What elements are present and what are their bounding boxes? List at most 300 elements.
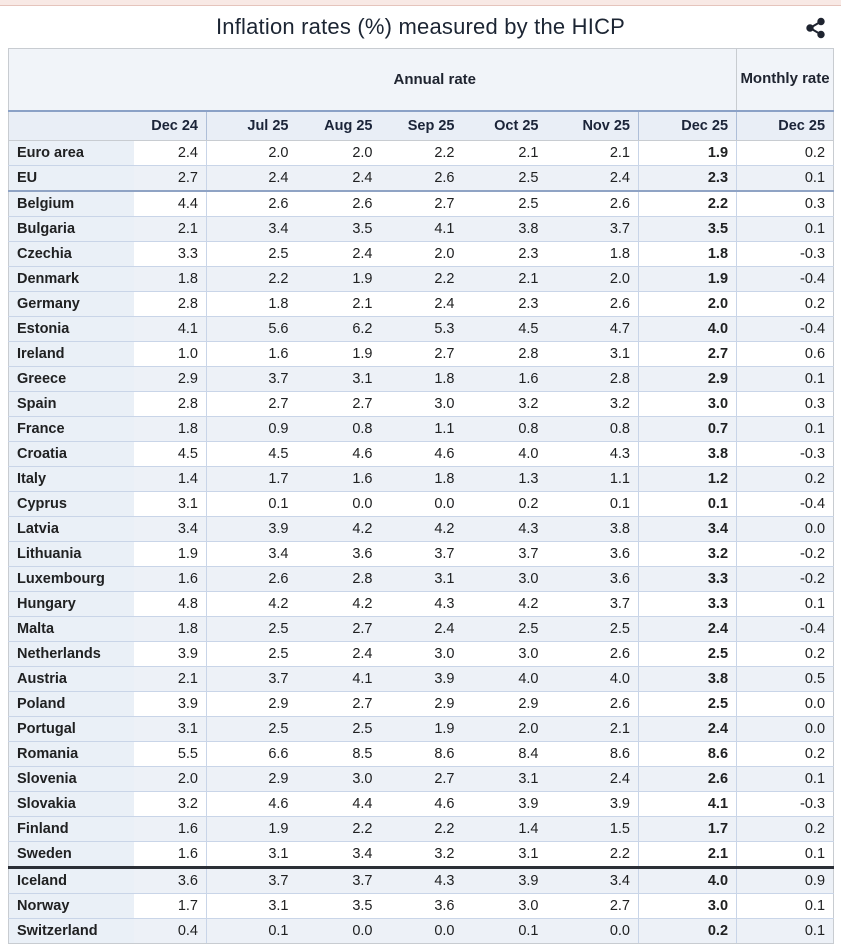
table-row <box>9 817 834 842</box>
annual-value: 2.0 <box>207 141 297 166</box>
annual-value: 3.4 <box>297 842 381 868</box>
row-label: Lithuania <box>9 542 134 567</box>
annual-value: 1.9 <box>381 717 463 742</box>
annual-value: 3.6 <box>134 868 207 894</box>
monthly-value: 0.0 <box>737 517 834 542</box>
column-header-monthly-dec-25: Dec 25 <box>737 111 834 141</box>
monthly-value: 0.9 <box>737 868 834 894</box>
monthly-value: 0.3 <box>737 392 834 417</box>
annual-value: 2.2 <box>639 191 737 217</box>
annual-value: 2.0 <box>134 767 207 792</box>
annual-value: 0.8 <box>547 417 639 442</box>
monthly-value: 0.1 <box>737 166 834 192</box>
month-header-row <box>9 111 834 141</box>
annual-value: 2.6 <box>207 567 297 592</box>
monthly-value: -0.3 <box>737 792 834 817</box>
annual-value: 4.2 <box>207 592 297 617</box>
annual-value: 6.2 <box>297 317 381 342</box>
column-header-dec-25: Dec 25 <box>639 111 737 141</box>
annual-value: 0.1 <box>207 919 297 944</box>
annual-value: 1.8 <box>381 467 463 492</box>
annual-value: 2.7 <box>297 392 381 417</box>
table-row <box>9 292 834 317</box>
annual-value: 2.5 <box>639 692 737 717</box>
table-row <box>9 642 834 667</box>
monthly-value: -0.4 <box>737 317 834 342</box>
monthly-value: 0.6 <box>737 342 834 367</box>
annual-value: 3.7 <box>547 592 639 617</box>
annual-value: 3.4 <box>547 868 639 894</box>
annual-value: 3.8 <box>639 442 737 467</box>
annual-value: 3.0 <box>381 392 463 417</box>
annual-value: 2.1 <box>547 717 639 742</box>
annual-value: 2.9 <box>207 767 297 792</box>
annual-value: 1.1 <box>547 467 639 492</box>
blank-month-cell <box>9 111 134 141</box>
monthly-value: 0.2 <box>737 642 834 667</box>
annual-value: 3.0 <box>297 767 381 792</box>
annual-value: 0.0 <box>297 492 381 517</box>
annual-value: 2.5 <box>297 717 381 742</box>
table-row <box>9 767 834 792</box>
monthly-value: -0.3 <box>737 242 834 267</box>
annual-value: 2.3 <box>639 166 737 192</box>
annual-value: 3.4 <box>134 517 207 542</box>
annual-value: 0.1 <box>463 919 547 944</box>
annual-value: 2.5 <box>463 617 547 642</box>
row-label: Greece <box>9 367 134 392</box>
annual-value: 2.5 <box>639 642 737 667</box>
monthly-value: 0.0 <box>737 717 834 742</box>
annual-value: 2.5 <box>207 617 297 642</box>
annual-value: 4.3 <box>547 442 639 467</box>
group-header-row <box>9 49 834 112</box>
table-row <box>9 217 834 242</box>
annual-value: 2.4 <box>297 642 381 667</box>
table-row <box>9 617 834 642</box>
table-row <box>9 141 834 166</box>
table-row <box>9 242 834 267</box>
table-body <box>9 141 834 944</box>
annual-value: 2.0 <box>463 717 547 742</box>
annual-value: 2.4 <box>639 717 737 742</box>
annual-value: 2.5 <box>207 717 297 742</box>
annual-value: 0.1 <box>639 492 737 517</box>
annual-value: 0.0 <box>381 492 463 517</box>
annual-value: 2.6 <box>547 642 639 667</box>
annual-value: 4.8 <box>134 592 207 617</box>
table-row <box>9 792 834 817</box>
annual-value: 3.9 <box>381 667 463 692</box>
row-label: France <box>9 417 134 442</box>
annual-value: 3.6 <box>297 542 381 567</box>
annual-value: 4.5 <box>134 442 207 467</box>
annual-value: 1.8 <box>134 417 207 442</box>
monthly-value: 0.1 <box>737 767 834 792</box>
monthly-value: 0.2 <box>737 141 834 166</box>
monthly-value: 0.2 <box>737 467 834 492</box>
table-row <box>9 467 834 492</box>
annual-value: 3.9 <box>207 517 297 542</box>
annual-value: 0.0 <box>297 919 381 944</box>
column-header-oct-25: Oct 25 <box>463 111 547 141</box>
annual-value: 1.8 <box>639 242 737 267</box>
annual-value: 3.7 <box>207 367 297 392</box>
annual-value: 3.1 <box>297 367 381 392</box>
annual-value: 3.3 <box>134 242 207 267</box>
table-row <box>9 894 834 919</box>
annual-value: 1.9 <box>639 267 737 292</box>
row-label: Italy <box>9 467 134 492</box>
annual-value: 0.4 <box>134 919 207 944</box>
annual-value: 3.1 <box>463 842 547 868</box>
annual-value: 2.7 <box>134 166 207 192</box>
annual-value: 3.3 <box>639 592 737 617</box>
annual-value: 1.2 <box>639 467 737 492</box>
annual-value: 3.0 <box>463 642 547 667</box>
annual-value: 2.7 <box>297 692 381 717</box>
page-title: Inflation rates (%) measured by the HICP <box>215 14 626 39</box>
annual-value: 2.8 <box>547 367 639 392</box>
annual-value: 0.8 <box>297 417 381 442</box>
annual-value: 4.3 <box>381 868 463 894</box>
annual-value: 3.4 <box>639 517 737 542</box>
annual-value: 2.4 <box>297 242 381 267</box>
annual-value: 3.2 <box>463 392 547 417</box>
annual-value: 3.9 <box>134 642 207 667</box>
row-label: Slovakia <box>9 792 134 817</box>
row-label: Romania <box>9 742 134 767</box>
widget-header <box>0 6 841 48</box>
annual-value: 4.6 <box>381 792 463 817</box>
annual-value: 8.6 <box>381 742 463 767</box>
annual-value: 2.7 <box>547 894 639 919</box>
column-header-sep-25: Sep 25 <box>381 111 463 141</box>
annual-value: 1.8 <box>134 267 207 292</box>
annual-value: 4.5 <box>207 442 297 467</box>
annual-value: 4.0 <box>547 667 639 692</box>
annual-value: 2.4 <box>639 617 737 642</box>
annual-value: 2.6 <box>207 191 297 217</box>
annual-value: 2.6 <box>297 191 381 217</box>
annual-value: 1.8 <box>381 367 463 392</box>
annual-value: 2.1 <box>639 842 737 868</box>
monthly-value: 0.5 <box>737 667 834 692</box>
annual-value: 3.8 <box>639 667 737 692</box>
annual-value: 2.7 <box>297 617 381 642</box>
annual-value: 5.6 <box>207 317 297 342</box>
monthly-value: -0.2 <box>737 567 834 592</box>
annual-value: 4.4 <box>134 191 207 217</box>
row-label: Finland <box>9 817 134 842</box>
annual-value: 3.0 <box>381 642 463 667</box>
annual-value: 2.6 <box>381 166 463 192</box>
annual-value: 0.1 <box>207 492 297 517</box>
row-label: Poland <box>9 692 134 717</box>
annual-value: 3.9 <box>547 792 639 817</box>
annual-value: 8.5 <box>297 742 381 767</box>
annual-value: 3.1 <box>381 567 463 592</box>
annual-value: 3.0 <box>639 392 737 417</box>
annual-value: 2.7 <box>381 342 463 367</box>
annual-value: 5.5 <box>134 742 207 767</box>
annual-value: 5.3 <box>381 317 463 342</box>
annual-value: 3.4 <box>207 217 297 242</box>
annual-value: 1.6 <box>134 567 207 592</box>
table-row <box>9 592 834 617</box>
annual-value: 3.5 <box>297 217 381 242</box>
annual-value: 2.5 <box>547 617 639 642</box>
table-row <box>9 567 834 592</box>
row-label: Croatia <box>9 442 134 467</box>
table-row <box>9 392 834 417</box>
annual-value: 3.1 <box>134 717 207 742</box>
annual-value: 2.1 <box>463 141 547 166</box>
row-label: Netherlands <box>9 642 134 667</box>
annual-value: 2.9 <box>463 692 547 717</box>
annual-value: 3.4 <box>207 542 297 567</box>
annual-value: 3.6 <box>547 567 639 592</box>
annual-value: 4.2 <box>297 592 381 617</box>
annual-value: 2.4 <box>381 617 463 642</box>
row-label: Sweden <box>9 842 134 868</box>
annual-value: 2.8 <box>134 392 207 417</box>
annual-value: 1.7 <box>207 467 297 492</box>
row-label: Malta <box>9 617 134 642</box>
share-button[interactable] <box>803 16 829 42</box>
annual-value: 3.7 <box>547 217 639 242</box>
annual-value: 4.0 <box>463 442 547 467</box>
annual-value: 2.8 <box>134 292 207 317</box>
row-label: Czechia <box>9 242 134 267</box>
annual-value: 0.2 <box>639 919 737 944</box>
row-label: Germany <box>9 292 134 317</box>
table-row <box>9 667 834 692</box>
annual-value: 3.8 <box>547 517 639 542</box>
annual-value: 2.1 <box>134 667 207 692</box>
column-header-aug-25: Aug 25 <box>297 111 381 141</box>
annual-value: 4.6 <box>381 442 463 467</box>
annual-value: 4.2 <box>381 517 463 542</box>
annual-value: 2.6 <box>547 191 639 217</box>
annual-value: 3.1 <box>463 767 547 792</box>
annual-value: 3.2 <box>381 842 463 868</box>
annual-value: 3.1 <box>207 842 297 868</box>
annual-value: 2.1 <box>134 217 207 242</box>
annual-value: 1.9 <box>297 342 381 367</box>
annual-value: 3.8 <box>463 217 547 242</box>
table-row <box>9 342 834 367</box>
annual-value: 2.2 <box>381 817 463 842</box>
annual-value: 2.7 <box>639 342 737 367</box>
monthly-value: -0.3 <box>737 442 834 467</box>
row-label: Hungary <box>9 592 134 617</box>
annual-value: 2.1 <box>547 141 639 166</box>
annual-value: 1.8 <box>547 242 639 267</box>
monthly-rate-header: Monthly rate <box>737 49 834 112</box>
annual-value: 8.6 <box>639 742 737 767</box>
row-label: Latvia <box>9 517 134 542</box>
row-label: Switzerland <box>9 919 134 944</box>
annual-value: 4.2 <box>463 592 547 617</box>
annual-value: 3.1 <box>134 492 207 517</box>
annual-value: 3.6 <box>547 542 639 567</box>
monthly-value: 0.1 <box>737 592 834 617</box>
annual-value: 1.6 <box>297 467 381 492</box>
annual-value: 1.4 <box>134 467 207 492</box>
table-row <box>9 842 834 868</box>
table-row <box>9 191 834 217</box>
annual-value: 4.1 <box>381 217 463 242</box>
annual-value: 2.1 <box>463 267 547 292</box>
annual-value: 4.1 <box>297 667 381 692</box>
annual-value: 1.7 <box>134 894 207 919</box>
annual-value: 2.9 <box>207 692 297 717</box>
annual-value: 2.4 <box>134 141 207 166</box>
row-label: Ireland <box>9 342 134 367</box>
annual-value: 3.9 <box>463 868 547 894</box>
annual-value: 1.4 <box>463 817 547 842</box>
annual-value: 2.0 <box>381 242 463 267</box>
annual-value: 1.5 <box>547 817 639 842</box>
annual-value: 4.4 <box>297 792 381 817</box>
annual-value: 2.0 <box>297 141 381 166</box>
annual-value: 1.6 <box>463 367 547 392</box>
annual-value: 2.7 <box>381 191 463 217</box>
annual-value: 1.1 <box>381 417 463 442</box>
annual-value: 4.1 <box>134 317 207 342</box>
annual-value: 3.2 <box>134 792 207 817</box>
annual-value: 2.8 <box>297 567 381 592</box>
annual-value: 2.8 <box>463 342 547 367</box>
annual-value: 1.9 <box>639 141 737 166</box>
annual-value: 1.6 <box>134 817 207 842</box>
column-header-jul-25: Jul 25 <box>207 111 297 141</box>
row-label: Slovenia <box>9 767 134 792</box>
annual-value: 3.9 <box>134 692 207 717</box>
annual-value: 2.4 <box>207 166 297 192</box>
row-label: EU <box>9 166 134 192</box>
annual-value: 2.5 <box>463 191 547 217</box>
blank-corner-cell <box>9 49 134 112</box>
row-label: Estonia <box>9 317 134 342</box>
row-label: Norway <box>9 894 134 919</box>
row-label: Portugal <box>9 717 134 742</box>
monthly-value: 0.1 <box>737 217 834 242</box>
table-row <box>9 868 834 894</box>
table-row <box>9 442 834 467</box>
monthly-value: 0.3 <box>737 191 834 217</box>
annual-value: 1.3 <box>463 467 547 492</box>
annual-value: 1.9 <box>134 542 207 567</box>
annual-value: 0.0 <box>547 919 639 944</box>
monthly-value: 0.1 <box>737 417 834 442</box>
monthly-value: 0.1 <box>737 842 834 868</box>
annual-value: 2.4 <box>547 166 639 192</box>
annual-value: 2.9 <box>639 367 737 392</box>
annual-value: 4.6 <box>207 792 297 817</box>
annual-value: 2.4 <box>297 166 381 192</box>
annual-value: 3.5 <box>639 217 737 242</box>
annual-value: 3.7 <box>463 542 547 567</box>
monthly-value: 0.2 <box>737 742 834 767</box>
share-icon <box>804 28 828 43</box>
annual-value: 0.1 <box>547 492 639 517</box>
row-label: Luxembourg <box>9 567 134 592</box>
monthly-value: 0.2 <box>737 817 834 842</box>
monthly-value: 0.1 <box>737 367 834 392</box>
annual-value: 3.6 <box>381 894 463 919</box>
row-label: Belgium <box>9 191 134 217</box>
table-row <box>9 166 834 192</box>
row-label: Spain <box>9 392 134 417</box>
annual-value: 4.3 <box>381 592 463 617</box>
monthly-value: -0.2 <box>737 542 834 567</box>
annual-value: 2.0 <box>639 292 737 317</box>
annual-value: 2.0 <box>547 267 639 292</box>
annual-value: 3.7 <box>381 542 463 567</box>
row-label: Austria <box>9 667 134 692</box>
row-label: Cyprus <box>9 492 134 517</box>
annual-value: 4.0 <box>639 868 737 894</box>
annual-value: 3.7 <box>207 667 297 692</box>
annual-value: 2.5 <box>207 642 297 667</box>
annual-value: 2.6 <box>547 292 639 317</box>
annual-value: 4.7 <box>547 317 639 342</box>
annual-value: 8.6 <box>547 742 639 767</box>
inflation-table <box>8 48 834 944</box>
annual-value: 2.4 <box>381 292 463 317</box>
annual-value: 2.2 <box>297 817 381 842</box>
table-row <box>9 717 834 742</box>
annual-value: 3.3 <box>639 567 737 592</box>
annual-value: 4.1 <box>639 792 737 817</box>
annual-value: 1.0 <box>134 342 207 367</box>
table-row <box>9 742 834 767</box>
annual-value: 3.5 <box>297 894 381 919</box>
monthly-value: -0.4 <box>737 267 834 292</box>
annual-value: 4.2 <box>297 517 381 542</box>
annual-value: 1.6 <box>207 342 297 367</box>
annual-value: 4.5 <box>463 317 547 342</box>
monthly-value: -0.4 <box>737 617 834 642</box>
table-row <box>9 919 834 944</box>
annual-value: 3.2 <box>547 392 639 417</box>
annual-value: 0.8 <box>463 417 547 442</box>
annual-value: 2.1 <box>297 292 381 317</box>
annual-value: 2.5 <box>207 242 297 267</box>
table-row <box>9 267 834 292</box>
annual-value: 2.9 <box>134 367 207 392</box>
table-row <box>9 542 834 567</box>
table-row <box>9 692 834 717</box>
annual-value: 6.6 <box>207 742 297 767</box>
annual-value: 3.9 <box>463 792 547 817</box>
annual-value: 2.3 <box>463 292 547 317</box>
row-label: Denmark <box>9 267 134 292</box>
annual-value: 0.2 <box>463 492 547 517</box>
annual-value: 2.5 <box>463 166 547 192</box>
annual-value: 2.7 <box>207 392 297 417</box>
annual-value: 4.6 <box>297 442 381 467</box>
annual-value: 1.9 <box>207 817 297 842</box>
annual-value: 4.3 <box>463 517 547 542</box>
monthly-value: 0.0 <box>737 692 834 717</box>
annual-value: 2.3 <box>463 242 547 267</box>
annual-value: 0.9 <box>207 417 297 442</box>
annual-value: 2.2 <box>547 842 639 868</box>
annual-rate-header: Annual rate <box>134 49 737 112</box>
